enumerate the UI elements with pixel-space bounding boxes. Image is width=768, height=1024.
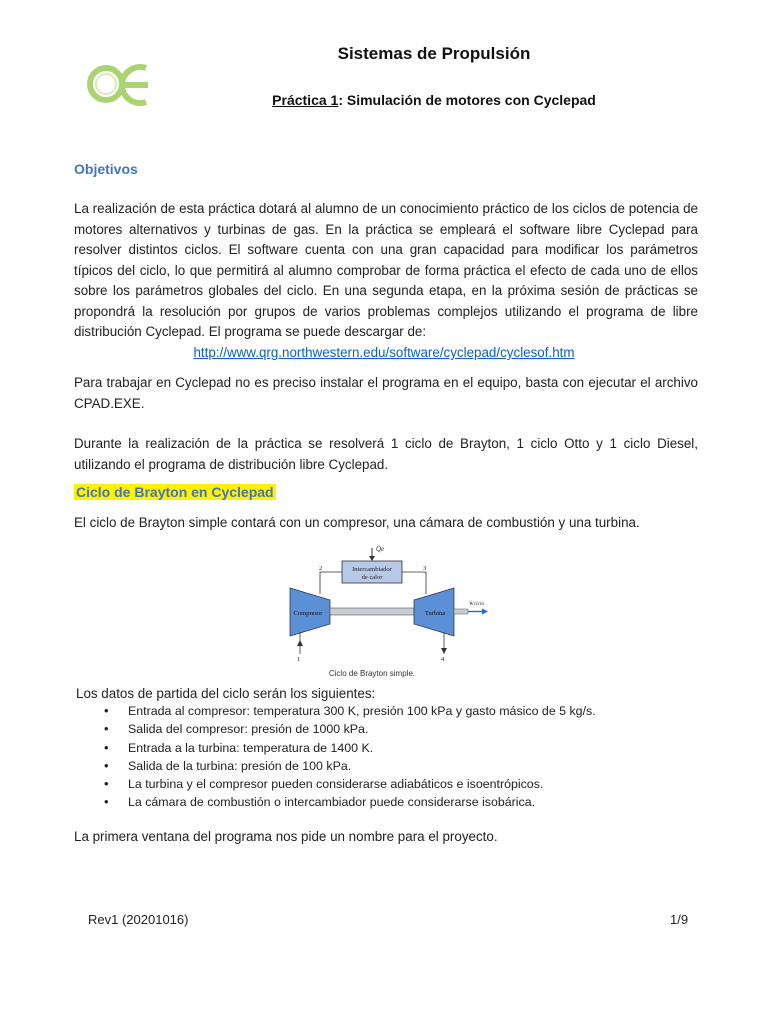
exchanger-label-2: de calor [361,574,383,581]
objetivos-paragraph-3: Durante la realización de la práctica se resolverá 1 ciclo de Brayton, 1 ciclo Otto y 1 ciclo Diesel, utilizando el programa de distribución libre Cyclepad. [74,436,698,472]
work-label: Ẇciclo [469,601,485,607]
document-subtitle [0,92,768,108]
revision-label: Rev1 (20201016) [88,912,189,927]
exchanger-label-1: Intercambiador [352,566,392,573]
list-item: • Salida del compresor: presión de 1000 kPa. [104,720,704,738]
diagram-caption: Ciclo de Brayton simple. [328,669,416,678]
turbine-label: Turbina [424,610,446,617]
list-item: • Salida de la turbina: presión de 100 kPa. [104,757,704,775]
data-intro: Los datos de partida del ciclo serán los siguientes: [76,686,376,701]
objetivos-paragraph-2: Para trabajar en Cyclepad no es preciso instalar el programa en el equipo, basta con ejecutar el archivo CPAD.EXE. [74,375,698,411]
state-1-label: 1 [297,656,301,663]
closing-paragraph: La primera ventana del programa nos pide un nombre para el proyecto. [74,829,498,844]
list-item: • Entrada al compresor: temperatura 300 K, presión 100 kPa y gasto másico de 5 kg/s. [104,702,704,720]
heat-label: Q̇e [376,545,385,553]
objetivos-paragraph-1: La realización de esta práctica dotará al alumno de un conocimiento práctico de los ciclos de potencia de motores alternativos y turbinas de gas. En la práctica se empleará el software libre Cyclepad para resolver distintos ciclos. El software cuenta con una gran capacidad para modificar los parámetros típicos del ciclo, lo que permitirá al alumno comprobar de forma práctica el efecto de cada uno de ellos sobre los parámetros globales del ciclo. En una segunda etapa, en la próxima sesión de prácticas se propondrá la resolución por grupos de varios problemas complejos utilizando el programa de libre distribución Cyclepad. El programa se puede descargar de: [74,201,698,339]
shaft [330,608,414,615]
list-item: • La cámara de combustión o intercambiador puede considerarse isobárica. [104,793,704,811]
objetivos-heading: Objetivos [74,161,138,177]
brayton-intro: El ciclo de Brayton simple contará con un compresor, una cámara de combustión y una turbina. [74,515,640,530]
document-title: Sistemas de Propulsión [337,44,531,63]
subtitle-rest: : Simulación de motores con Cyclepad [338,92,596,108]
brayton-heading: Ciclo de Brayton en Cyclepad [76,484,274,500]
state-3-label: 3 [423,565,427,572]
state-4-label: 4 [441,656,445,663]
subtitle-prefix: Práctica 1 [272,92,339,108]
download-link[interactable]: http://www.qrg.northwestern.edu/software/cyclepad/cyclesof.htm [193,345,575,360]
brayton-cycle-diagram [272,534,494,682]
state-2-label: 2 [319,565,323,572]
list-item: • Entrada a la turbina: temperatura de 1400 K. [104,739,704,757]
initial-data-list [104,702,704,812]
list-item: • La turbina y el compresor pueden considerarse adiabáticos e isoentrópicos. [104,775,704,793]
compressor-label: Compresor [293,610,323,617]
page-number: 1/9 [670,912,689,927]
